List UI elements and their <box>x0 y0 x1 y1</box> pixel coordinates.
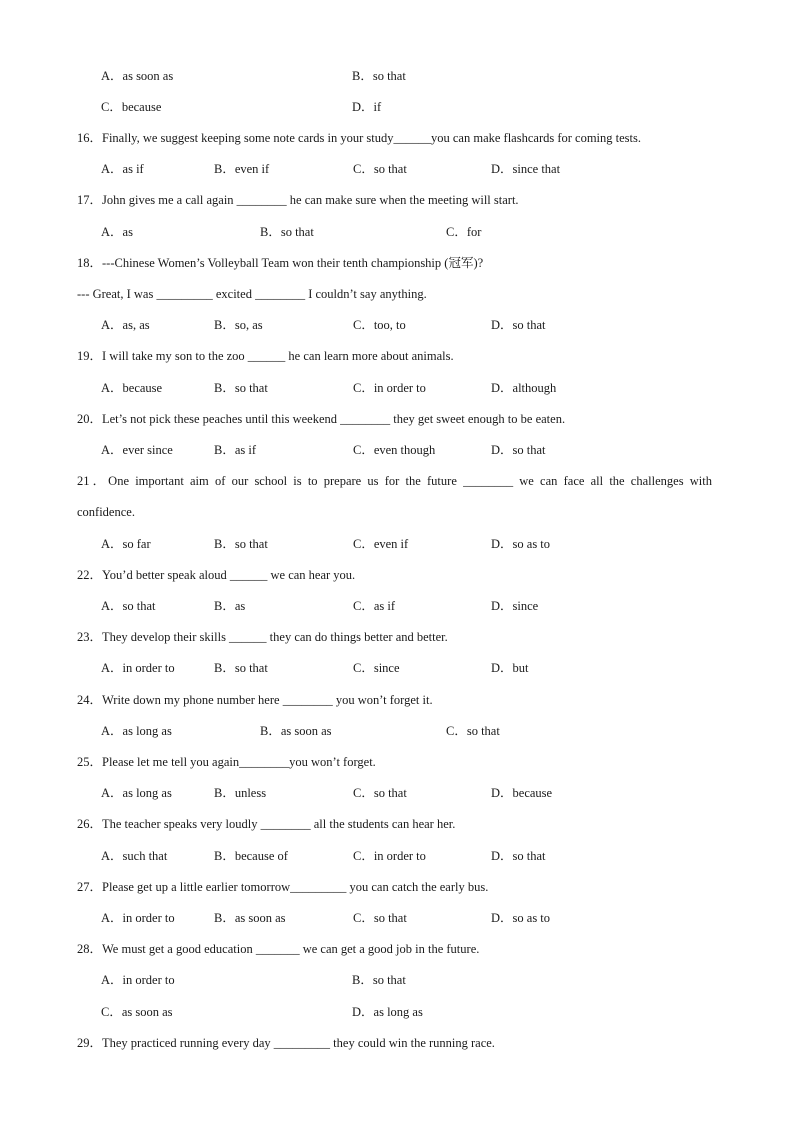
answer-option: D．so as to <box>491 911 551 925</box>
question-text: 29．They practiced running every day _________ they could win the running race. <box>77 1036 495 1050</box>
answer-option: A．as, as <box>101 318 150 332</box>
answer-option: D．as long as <box>352 1005 423 1019</box>
answer-option: B．so that <box>352 69 406 83</box>
answer-option: C．so that <box>353 786 407 800</box>
answer-option: B．unless <box>214 786 267 800</box>
answer-option: A．as long as <box>101 786 172 800</box>
answer-option: C．for <box>446 225 482 239</box>
answer-option: B．so that <box>214 381 268 395</box>
answer-option: C．even if <box>353 537 409 551</box>
answer-option: D．so that <box>491 443 546 457</box>
answer-option: A．in order to <box>101 911 175 925</box>
answer-option: D．if <box>352 100 382 114</box>
answer-option: A．so that <box>101 599 156 613</box>
answer-option: D．although <box>491 381 557 395</box>
answer-option: C．so that <box>353 911 407 925</box>
answer-option: C．so that <box>446 724 500 738</box>
answer-option: A．as <box>101 225 133 239</box>
question-text: 28．We must get a good education _______ we can get a good job in the future. <box>77 942 480 956</box>
answer-option: A．in order to <box>101 661 175 675</box>
answer-option: C．too, to <box>353 318 406 332</box>
answer-option: C．as soon as <box>101 1005 173 1019</box>
answer-option: D．so that <box>491 849 546 863</box>
question-text: --- Great, I was _________ excited ________ I couldn’t say anything. <box>77 287 427 301</box>
answer-option: B．so that <box>352 973 406 987</box>
answer-option: C．even though <box>353 443 436 457</box>
question-text: 22．You’d better speak aloud ______ we can hear you. <box>77 568 356 582</box>
question-text: 17．John gives me a call again ________ he can make sure when the meeting will start. <box>77 193 519 207</box>
answer-option: B．so that <box>214 537 268 551</box>
question-text: 27．Please get up a little earlier tomorrow_________ you can catch the early bus. <box>77 880 489 894</box>
answer-option: A．such that <box>101 849 168 863</box>
answer-option: B．as soon as <box>214 911 286 925</box>
answer-option: B．so that <box>260 225 314 239</box>
answer-option: C．as if <box>353 599 396 613</box>
question-text: 23．They develop their skills ______ they can do things better and better. <box>77 630 448 644</box>
answer-option: C．in order to <box>353 381 426 395</box>
answer-option: D．but <box>491 661 529 675</box>
question-text: 21．One important aim of our school is to prepare us for the future ________ we can face all the challenges with <box>77 474 712 488</box>
question-text: 24．Write down my phone number here ________ you won’t forget it. <box>77 693 433 707</box>
answer-option: C．because <box>101 100 162 114</box>
answer-option: A．as long as <box>101 724 172 738</box>
answer-option: B．as soon as <box>260 724 332 738</box>
answer-option: C．since <box>353 661 400 675</box>
answer-option: C．so that <box>353 162 407 176</box>
question-text: 25．Please let me tell you again________you won’t forget. <box>77 755 376 769</box>
answer-option: D．because <box>491 786 553 800</box>
question-text: 26．The teacher speaks very loudly ________ all the students can hear her. <box>77 817 456 831</box>
answer-option: D．so that <box>491 318 546 332</box>
answer-option: A．ever since <box>101 443 173 457</box>
answer-option: B．as if <box>214 443 257 457</box>
question-text: 18．---Chinese Women’s Volleyball Team won their tenth championship (冠军)? <box>77 256 484 270</box>
answer-option: B．so that <box>214 661 268 675</box>
answer-option: A．as soon as <box>101 69 174 83</box>
answer-option: B．so, as <box>214 318 263 332</box>
answer-option: B．as <box>214 599 246 613</box>
question-text: confidence. <box>77 505 135 519</box>
answer-option: B．even if <box>214 162 270 176</box>
answer-option: D．so as to <box>491 537 551 551</box>
answer-option: C．in order to <box>353 849 426 863</box>
question-text: 19．I will take my son to the zoo ______ he can learn more about animals. <box>77 349 454 363</box>
answer-option: A．as if <box>101 162 144 176</box>
answer-option: A．so far <box>101 537 151 551</box>
question-text: 20．Let’s not pick these peaches until this weekend ________ they get sweet enough to be eaten. <box>77 412 566 426</box>
answer-option: A．in order to <box>101 973 175 987</box>
answer-option: D．since that <box>491 162 561 176</box>
answer-option: A．because <box>101 381 163 395</box>
answer-option: D．since <box>491 599 539 613</box>
answer-option: B．because of <box>214 849 288 863</box>
question-text: 16．Finally, we suggest keeping some note cards in your study______you can make flashcards for coming tests. <box>77 131 642 145</box>
